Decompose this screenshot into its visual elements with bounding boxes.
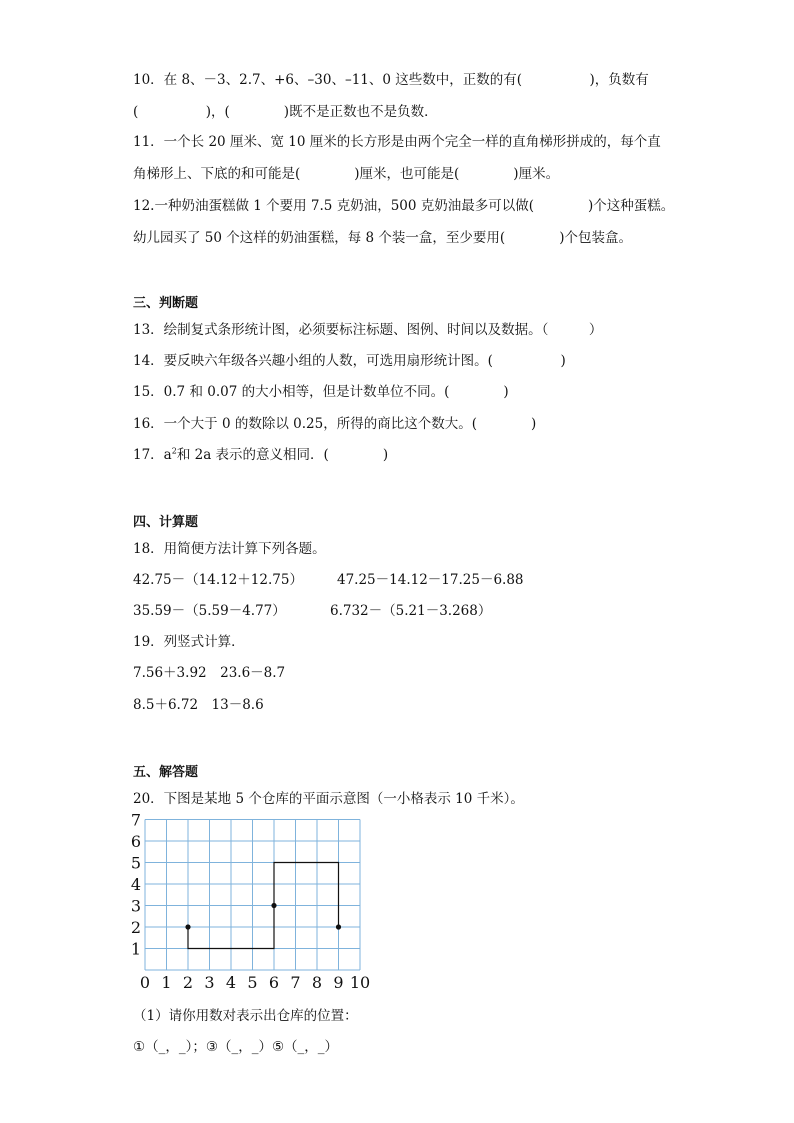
q12-line1: 12.一种奶油蛋糕做 1 个要用 7.5 克奶油，500 克奶油最多可以做( )个这种蛋糕。	[133, 198, 675, 214]
warehouse-point	[336, 924, 341, 929]
q20-sub1: （1）请你用数对表示出仓库的位置：	[133, 1008, 358, 1024]
q11-line2: 角梯形上、下底的和可能是( )厘米，也可能是( )厘米。	[133, 166, 560, 182]
q13: 13．绘制复式条形统计图，必须要标注标题、图例、时间以及数据。（ ）	[133, 322, 603, 338]
section3-title: 三、判断题	[133, 296, 199, 311]
q20: 20．下图是某地 5 个仓库的平面示意图（一小格表示 10 千米）。	[133, 791, 524, 807]
x-tick-label: 2	[182, 973, 194, 992]
grid-svg	[130, 810, 380, 995]
x-tick-label: 4	[225, 973, 237, 992]
section5-title: 五、解答题	[133, 765, 199, 780]
q17-sup: 2	[171, 446, 177, 456]
q20-answers: ①（_，_）；③（_，_）⑤（_，_）	[133, 1039, 339, 1055]
x-tick-label: 10	[349, 973, 371, 992]
q10-line2: ( )，( )既不是正数也不是负数．	[133, 104, 438, 120]
q19-row1: 7.56＋3.92 23.6－8.7	[133, 665, 286, 681]
x-tick-label: 8	[311, 973, 323, 992]
y-tick-label: 5	[130, 853, 141, 873]
q15: 15．0.7 和 0.07 的大小相等，但是计数单位不同。( )	[133, 384, 509, 400]
y-tick-label: 6	[130, 832, 141, 851]
q12-line2: 幼儿园买了 50 个这样的奶油蛋糕，每 8 个装一盒，至少要用( )个包装盒。	[133, 230, 632, 246]
q10-line1: 10．在 8、－3、2.7、+6、–30、–11、0 这些数中，正数的有( )，负数有	[133, 72, 649, 88]
q16: 16．一个大于 0 的数除以 0.25，所得的商比这个数大。( )	[133, 416, 537, 432]
y-tick-label: 3	[130, 896, 141, 916]
x-tick-label: 9	[333, 973, 344, 992]
x-tick-label: 5	[247, 973, 258, 992]
warehouse-point	[185, 924, 190, 929]
y-tick-label: 4	[130, 875, 141, 894]
q18-b: 47.25－14.12－17.25－6.88	[337, 572, 524, 588]
x-tick-label: 1	[161, 973, 172, 992]
x-tick-label: 0	[139, 973, 151, 992]
q11-line1: 11．一个长 20 厘米、宽 10 厘米的长方形是由两个完全一样的直角梯形拼成的，每个直	[133, 134, 661, 150]
x-tick-label: 3	[204, 973, 215, 992]
warehouse-point	[271, 903, 276, 908]
y-tick-label: 2	[130, 918, 141, 937]
q17-prefix: 17．a	[133, 447, 172, 463]
q17-suffix: 和 2a 表示的意义相同．( )	[176, 447, 389, 463]
warehouse-grid-chart	[130, 810, 380, 995]
x-tick-label: 7	[290, 973, 301, 992]
q18-c: 35.59－（5.59－4.77）	[133, 603, 286, 619]
q17	[133, 443, 388, 463]
q18: 18．用简便方法计算下列各题。	[133, 541, 326, 557]
q19: 19．列竖式计算．	[133, 634, 245, 650]
q14: 14．要反映六年级各兴趣小组的人数，可选用扇形统计图。( )	[133, 353, 566, 369]
q18-a: 42.75－（14.12＋12.75）	[133, 572, 303, 588]
section4-title: 四、计算题	[133, 515, 199, 530]
q19-row2: 8.5＋6.72 13－8.6	[133, 697, 264, 713]
x-tick-label: 6	[268, 973, 280, 992]
y-tick-label: 7	[130, 810, 141, 830]
q18-d: 6.732－（5.21－3.268）	[330, 603, 492, 619]
y-tick-label: 1	[130, 939, 141, 959]
